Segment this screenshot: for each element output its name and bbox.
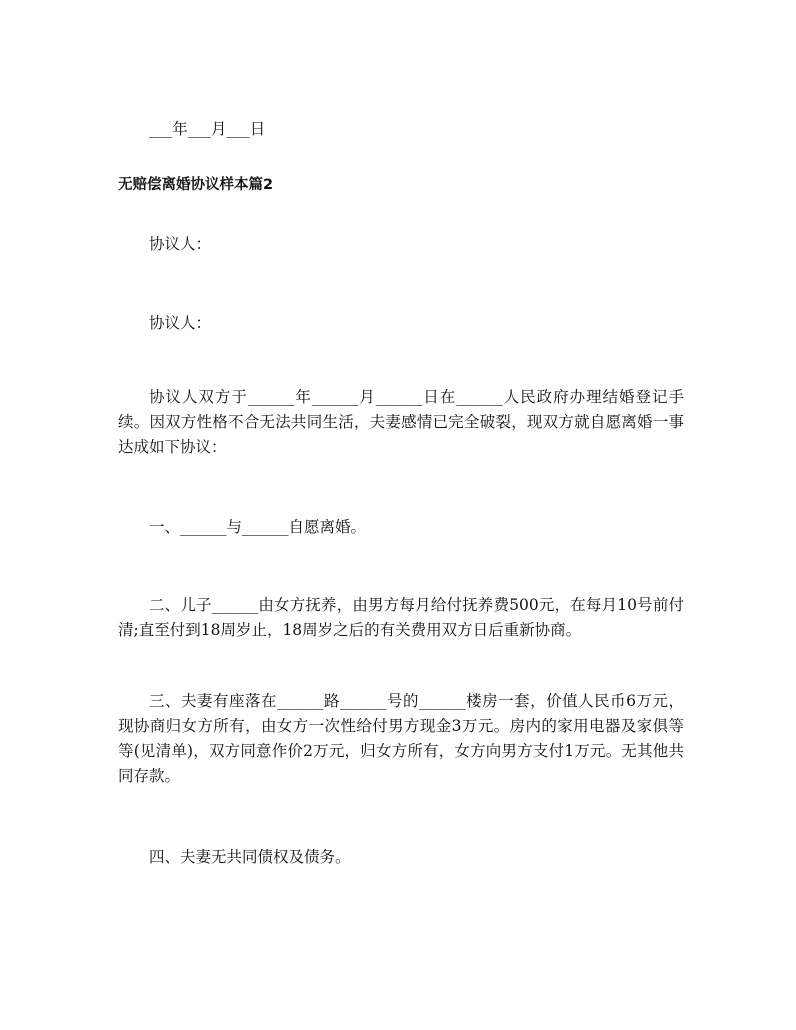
party-1-label: 协议人： — [149, 235, 212, 253]
section-title: 无赔偿离婚协议样本篇2 — [118, 177, 274, 193]
clause-3: 三、夫妻有座落在______路______号的______楼房一套，价值人民币6万元，现协商归女方所有，由女方一次性给付男方现金3万元。房内的家用电器及家俱等等(见清单)，双方同意作价2万元，归女方所有，女方向男方支付1万元。无其他共同存款。 — [118, 692, 684, 785]
intro-paragraph: 协议人双方于______年______月______日在______人民政府办理结婚登记手续。因双方性格不合无法共同生活，夫妻感情已完全破裂，现双方就自愿离婚一事达成如下协议： — [118, 388, 684, 456]
clause-2: 二、儿子______由女方抚养，由男方每月给付抚养费500元，在每月10号前付清;直至付到18周岁止，18周岁之后的有关费用双方日后重新协商。 — [118, 596, 684, 639]
clause-4: 四、夫妻无共同债权及债务。 — [149, 848, 351, 866]
clause-1: 一、______与______自愿离婚。 — [149, 518, 367, 536]
date-line: ___年___月___日 — [149, 120, 266, 138]
party-2-label: 协议人： — [149, 314, 212, 332]
